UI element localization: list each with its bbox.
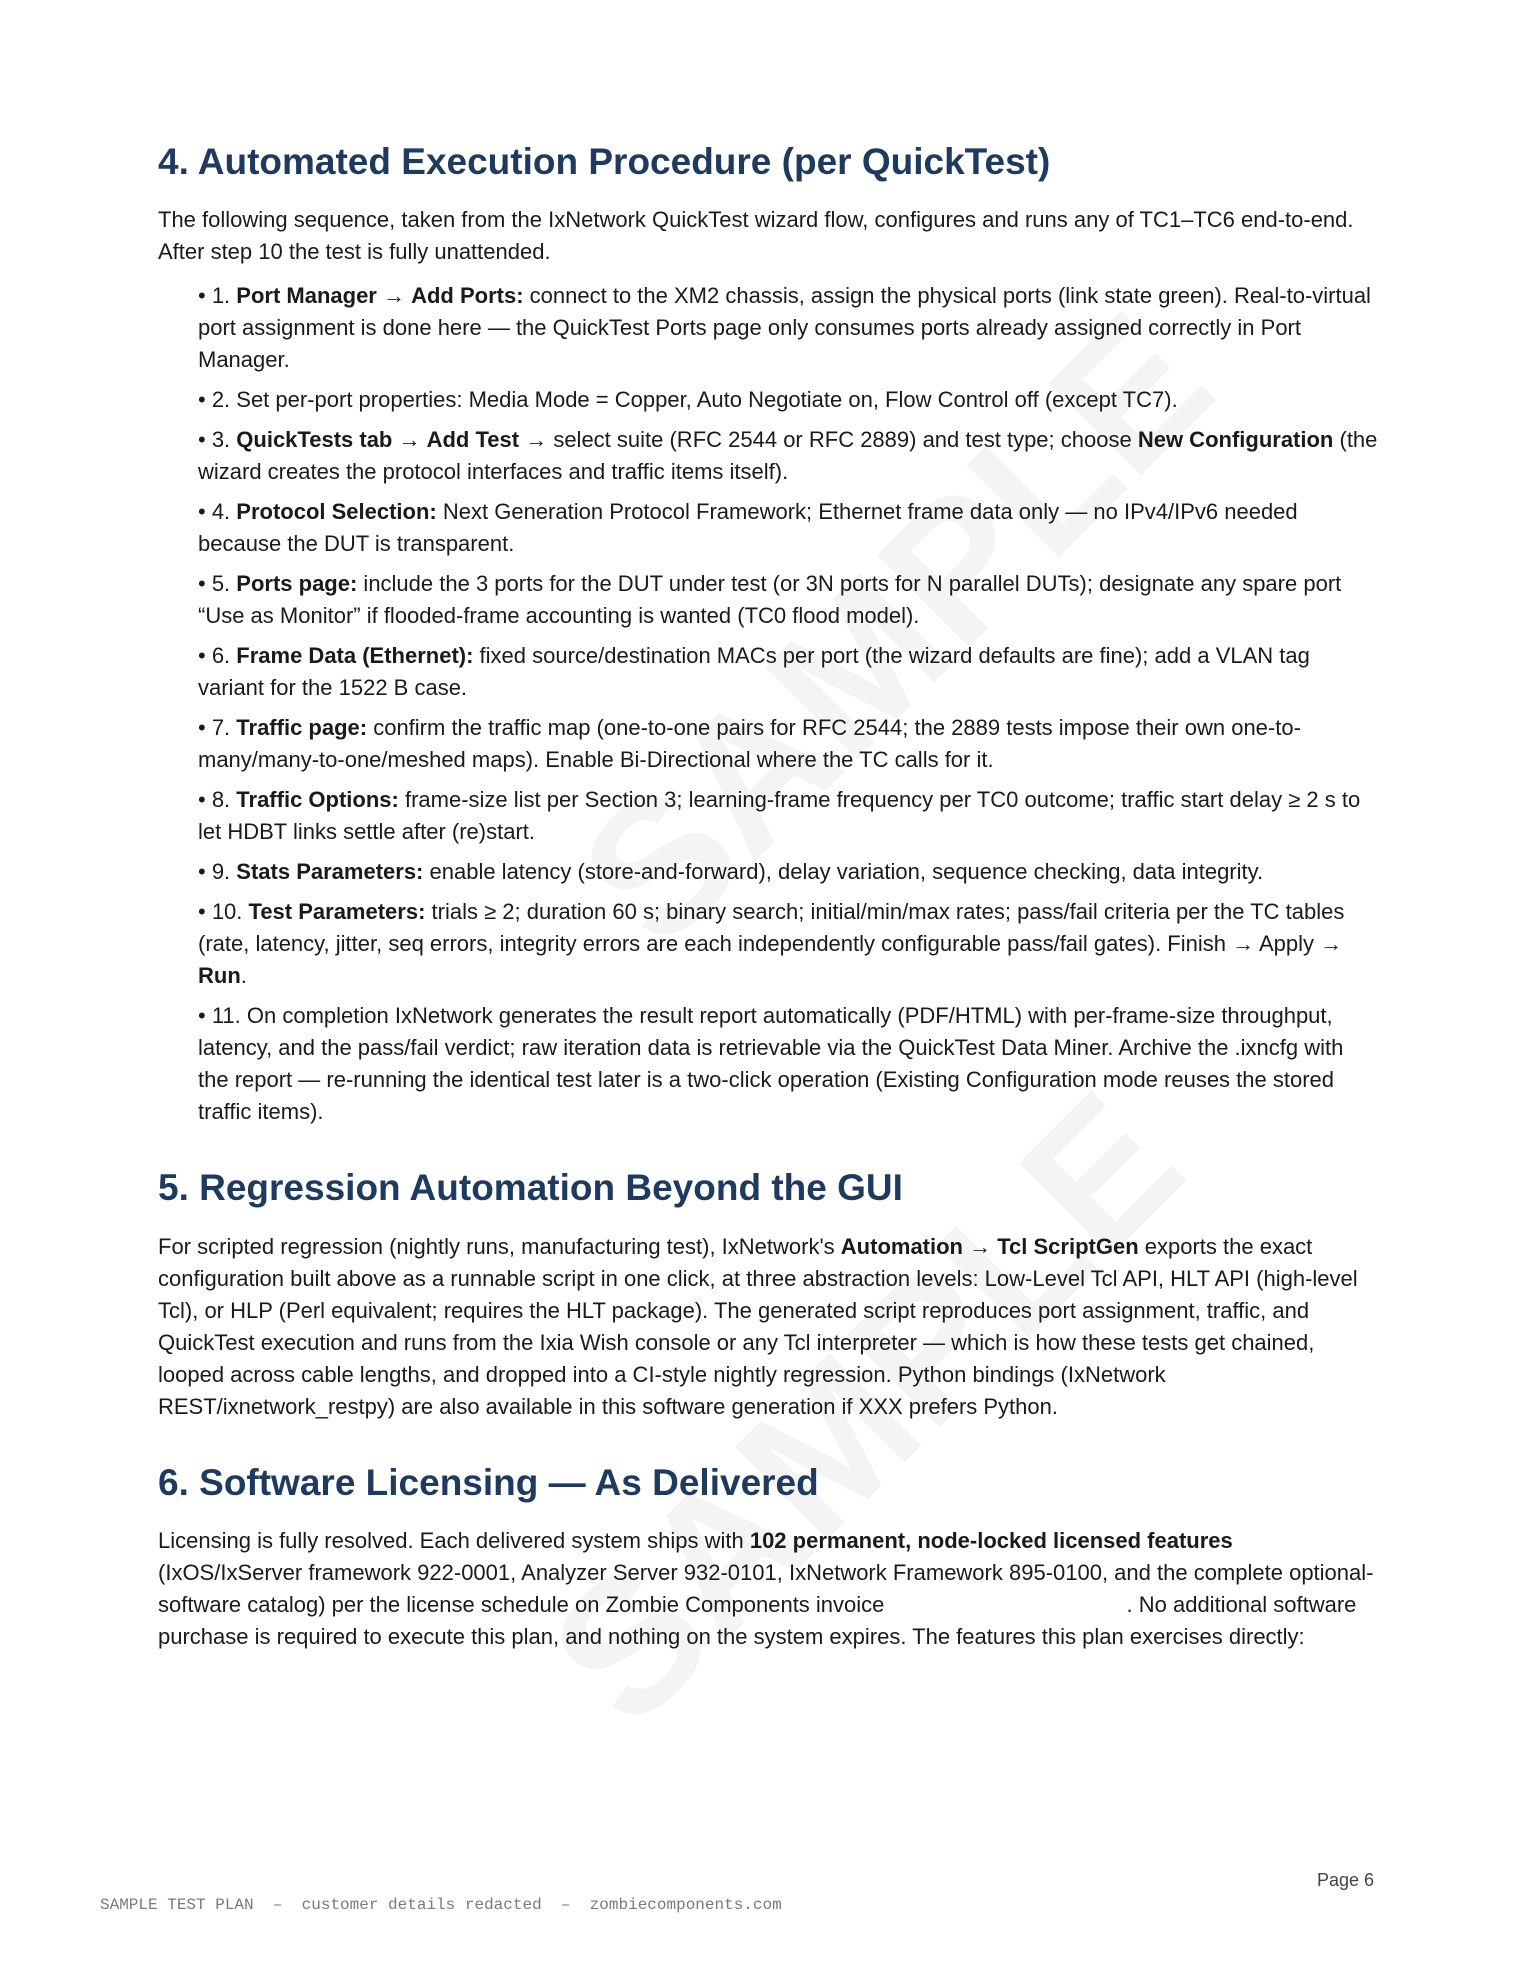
- step-3: • 3. QuickTests tab → Add Test → select suite (RFC 2544 or RFC 2889) and test type; choose New Configuration (the wizard creates the protocol interfaces and traffic items itself).: [198, 427, 1378, 485]
- section-4-intro: The following sequence, taken from the IxNetwork QuickTest wizard flow, configures and runs any of TC1–TC6 end-to-end. After step 10 the test is fully unattended.: [158, 207, 1354, 265]
- step-4: • 4. Protocol Selection: Next Generation Protocol Framework; Ethernet frame data only — no IPv4/IPv6 needed because the DUT is transparent.: [198, 499, 1298, 557]
- section-4-heading: 4. Automated Execution Procedure (per QuickTest): [158, 141, 1051, 182]
- step-1: • 1. Port Manager → Add Ports: connect to the XM2 chassis, assign the physical ports (link state green). Real-to-virtual port assignment is done here — the QuickTest Ports page only consumes ports already assigned correctly in Port Manager.: [198, 283, 1371, 373]
- page-number: Page 6: [1316, 1870, 1374, 1890]
- step-9: • 9. Stats Parameters: enable latency (store-and-forward), delay variation, sequence checking, data integrity.: [198, 859, 1264, 885]
- step-2: • 2. Set per-port properties: Media Mode = Copper, Auto Negotiate on, Flow Control off (except TC7).: [198, 387, 1178, 413]
- footer-text: SAMPLE TEST PLAN – customer details redacted – zombiecomponents.com: [100, 1896, 782, 1914]
- step-6: • 6. Frame Data (Ethernet): fixed source/destination MACs per port (the wizard defaults are fine); add a VLAN tag variant for the 1522 B case.: [198, 643, 1310, 701]
- section-5-heading: 5. Regression Automation Beyond the GUI: [158, 1167, 903, 1209]
- section-6-heading: 6. Software Licensing — As Delivered: [158, 1461, 819, 1503]
- section-6-body: Licensing is fully resolved. Each delivered system ships with 102 permanent, node-locked licensed features (IxOS/IxServer framework 922-0001, Analyzer Server 932-0101, IxNetwork Framework 895-0100, and the complete optional-software catalog) per the license schedule on Zombie Components invoice . No additional software purchase is required to execute this plan, and nothing on the system expires. The features this plan exercises directly:: [158, 1528, 1374, 1650]
- step-8: • 8. Traffic Options: frame-size list per Section 3; learning-frame frequency per TC0 outcome; traffic start delay ≥ 2 s to let HDBT links settle after (re)start.: [198, 787, 1361, 845]
- step-5: • 5. Ports page: include the 3 ports for the DUT under test (or 3N ports for N parallel DUTs); designate any spare port “Use as Monitor” if flooded-frame accounting is wanted (TC0 flood model).: [198, 571, 1342, 629]
- document-body: [158, 140, 1380, 1665]
- section-5-body: For scripted regression (nightly runs, manufacturing test), IxNetwork's Automation → Tcl ScriptGen exports the exact configuration built above as a runnable script in one click, at three abstraction levels: Low-Level Tcl API, HLT API (high-level Tcl), or HLP (Perl equivalent; requires the HLT package). The generated script reproduces port assignment, traffic, and QuickTest execution and runs from the Ixia Wish console or any Tcl interpreter — which is how these tests get chained, looped across cable lengths, and dropped into a CI-style nightly regression. Python bindings (IxNetwork REST/ixnetwork_restpy) are also available in this software generation if XXX prefers Python.: [158, 1233, 1358, 1419]
- step-11: • 11. On completion IxNetwork generates the result report automatically (PDF/HTML) with per-frame-size throughput, latency, and the pass/fail verdict; raw iteration data is retrievable via the QuickTest Data Miner. Archive the .ixncfg with the report — re-running the identical test later is a two-click operation (Existing Configuration mode reuses the stored traffic items).: [198, 1003, 1344, 1125]
- step-7: • 7. Traffic page: confirm the traffic map (one-to-one pairs for RFC 2544; the 2889 tests impose their own one-to-many/many-to-one/meshed maps). Enable Bi-Directional where the TC calls for it.: [198, 715, 1301, 773]
- step-10: • 10. Test Parameters: trials ≥ 2; duration 60 s; binary search; initial/min/max rates; pass/fail criteria per the TC tables (rate, latency, jitter, seq errors, integrity errors are each independently configurable pass/fail gates). Finish → Apply → Run.: [198, 899, 1345, 989]
- procedure-steps: [198, 280, 1380, 1128]
